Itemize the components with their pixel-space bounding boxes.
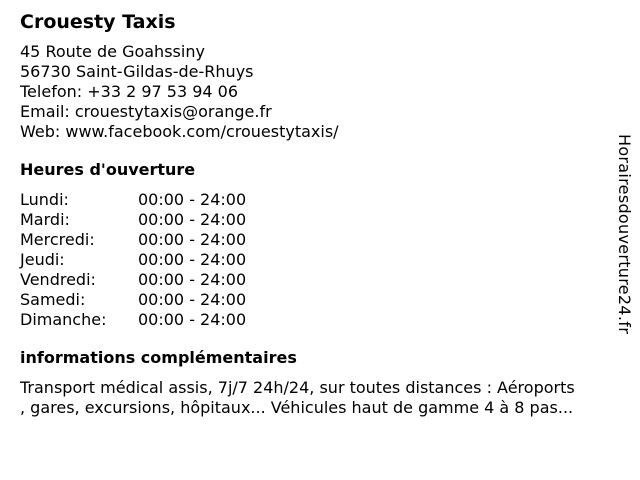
day-label: Vendredi: [20,270,96,289]
time-range: 00:00 - 24:00 [138,210,247,229]
contact-block [20,42,610,142]
address-line-2: 56730 Saint-Gildas-de-Rhuys [20,62,254,81]
time-range: 00:00 - 24:00 [138,310,247,329]
info-title: informations complémentaires [20,348,297,367]
address-line-1: 45 Route de Goahssiny [20,42,205,61]
day-label: Mardi: [20,210,70,229]
watermark-text: Horairesdouverture24.fr [615,134,634,335]
day-label: Mercredi: [20,230,95,249]
hours-row [20,290,610,310]
day-label: Dimanche: [20,310,107,329]
hours-row [20,190,610,210]
info-line-2: , gares, excursions, hôpitaux... Véhicules haut de gamme 4 à 8 pas... [20,398,574,417]
time-range: 00:00 - 24:00 [138,190,247,209]
phone-line: Telefon: +33 2 97 53 94 06 [20,82,239,101]
hours-row [20,210,610,230]
hours-row [20,310,610,330]
business-card [20,10,610,418]
time-range: 00:00 - 24:00 [138,230,247,249]
time-range: 00:00 - 24:00 [138,290,247,309]
hours-title: Heures d'ouverture [20,160,196,179]
day-label: Jeudi: [20,250,65,269]
day-label: Samedi: [20,290,86,309]
web-line: Web: www.facebook.com/crouestytaxis/ [20,122,339,141]
hours-row [20,230,610,250]
business-name: Crouesty Taxis [20,11,176,33]
hours-row [20,250,610,270]
time-range: 00:00 - 24:00 [138,250,247,269]
info-line-1: Transport médical assis, 7j/7 24h/24, sur toutes distances : Aéroports [20,378,575,397]
day-label: Lundi: [20,190,69,209]
email-line: Email: crouestytaxis@orange.fr [20,102,272,121]
hours-table [20,190,610,330]
info-text [20,378,632,418]
time-range: 00:00 - 24:00 [138,270,247,289]
hours-row [20,270,610,290]
